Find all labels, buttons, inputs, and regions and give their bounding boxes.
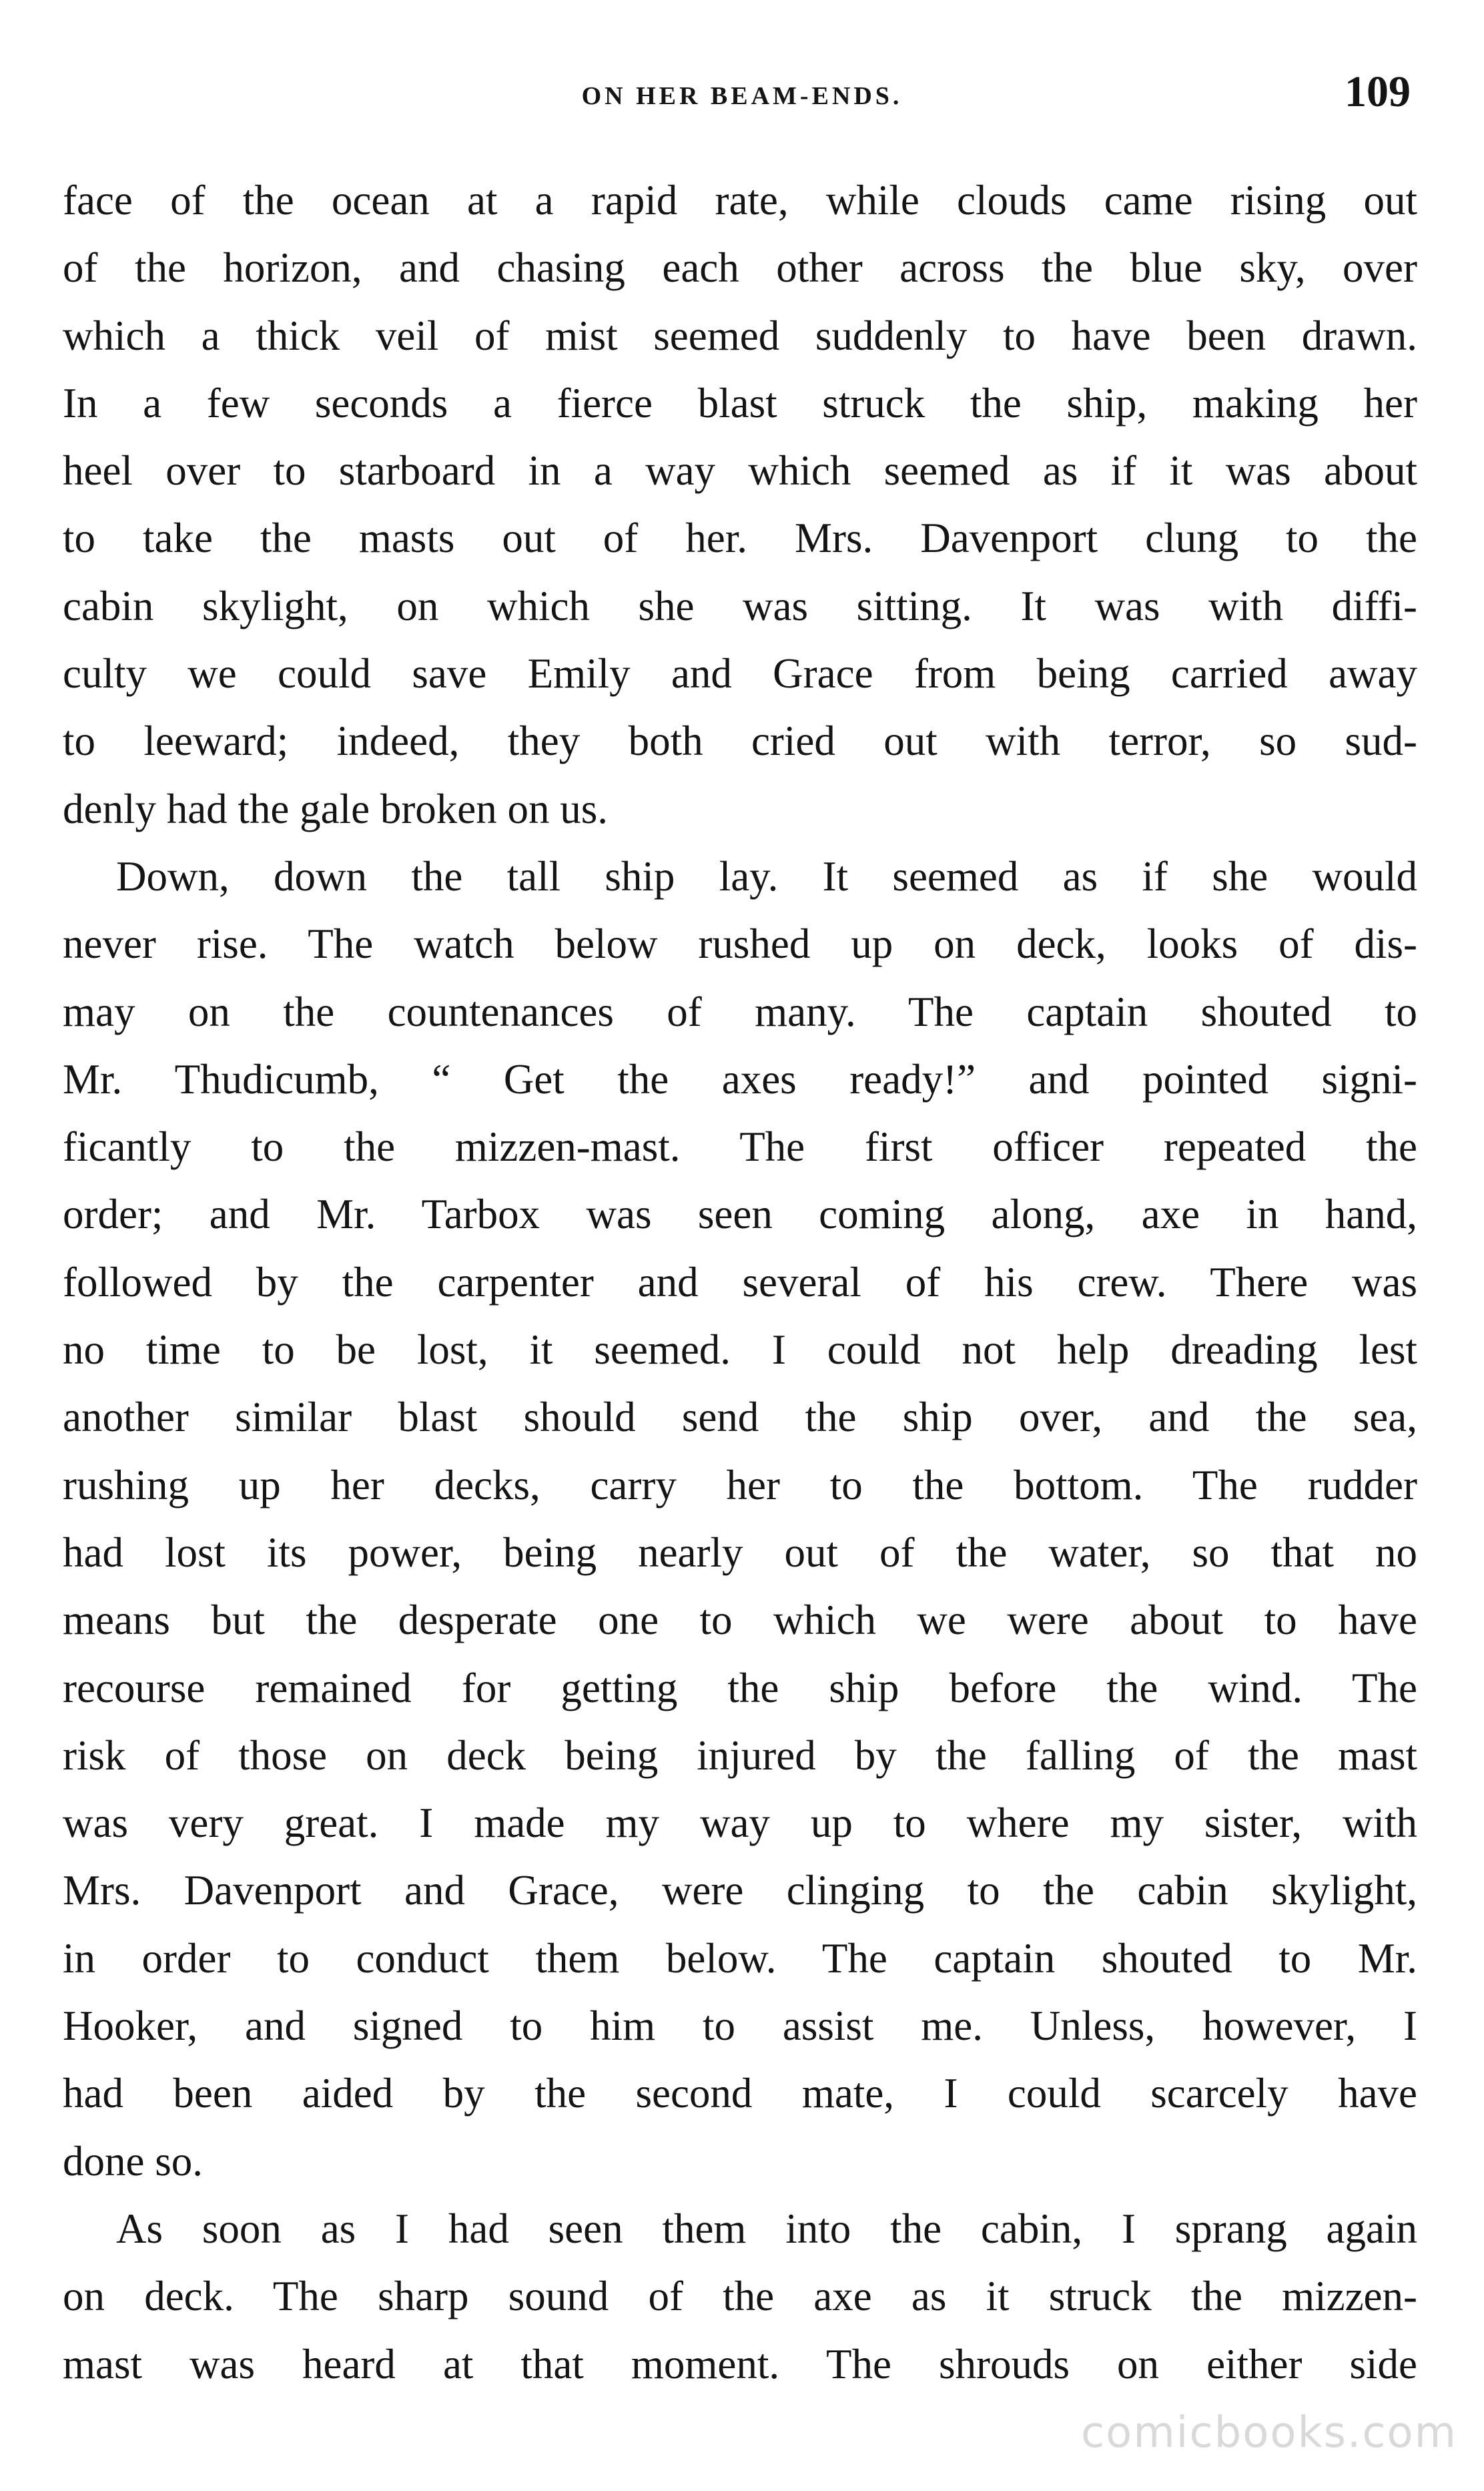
text-line: in order to conduct them below. The captain shouted to Mr. [63,1934,1417,1982]
body-text [63,167,1417,2398]
text-line: culty we could save Emily and Grace from being carried away [63,650,1417,698]
text-line: of the horizon, and chasing each other across the blue sky, over [63,244,1417,292]
text-line: may on the countenances of many. The captain shouted to [63,988,1417,1035]
text-line: to leeward; indeed, they both cried out with terror, so sud- [63,718,1417,765]
text-line: means but the desperate one to which we were about to have [63,1597,1417,1644]
text-line: never rise. The watch below rushed up on deck, looks of dis- [63,920,1417,968]
running-head [0,67,1484,127]
watermark: comicbooks.com [1080,2408,1457,2458]
text-line: rushing up her decks, carry her to the bottom. The rudder [63,1461,1417,1508]
text-line: mast was heard at that moment. The shrouds on either side [63,2340,1417,2388]
text-line: was very great. I made my way up to where my sister, with [63,1800,1417,1847]
text-line: had been aided by the second mate, I could scarcely have [63,2070,1417,2117]
text-line: denly had the gale broken on us. [63,785,609,832]
page-number: 109 [1345,67,1411,116]
text-line: no time to be lost, it seemed. I could not help dreading lest [63,1326,1417,1374]
text-line: risk of those on deck being injured by the falling of the mast [63,1731,1417,1779]
text-line: order; and Mr. Tarbox was seen coming along, axe in hand, [63,1191,1417,1238]
running-title: ON HER BEAM-ENDS. [581,82,903,110]
text-line: followed by the carpenter and several of his crew. There was [63,1258,1417,1306]
text-line: recourse remained for getting the ship before the wind. The [63,1664,1417,1711]
text-line: Down, down the tall ship lay. It seemed as if she would [116,852,1417,900]
text-line: As soon as I had seen them into the cabin, I sprang again [116,2205,1417,2252]
text-line: ficantly to the mizzen-mast. The first officer repeated the [63,1123,1417,1171]
text-line: face of the ocean at a rapid rate, while clouds came rising out [63,177,1417,224]
text-line: on deck. The sharp sound of the axe as it struck the mizzen- [63,2273,1417,2320]
text-line: Mr. Thudicumb, “ Get the axes ready!” and pointed signi- [63,1055,1417,1103]
text-line: to take the masts out of her. Mrs. Davenport clung to the [63,515,1417,562]
text-line: In a few seconds a fierce blast struck the ship, making her [63,379,1417,427]
text-line: had lost its power, being nearly out of the water, so that no [63,1529,1417,1576]
text-line: Hooker, and signed to him to assist me. Unless, however, I [63,2002,1417,2050]
text-line: another similar blast should send the ship over, and the sea, [63,1394,1417,1441]
text-line: cabin skylight, on which she was sitting. It was with diffi- [63,582,1417,629]
text-line: which a thick veil of mist seemed suddenly to have been drawn. [63,312,1417,359]
text-line: heel over to starboard in a way which seemed as if it was about [63,447,1417,495]
text-line: done so. [63,2137,203,2185]
text-line: Mrs. Davenport and Grace, were clinging to the cabin skylight, [63,1867,1417,1914]
